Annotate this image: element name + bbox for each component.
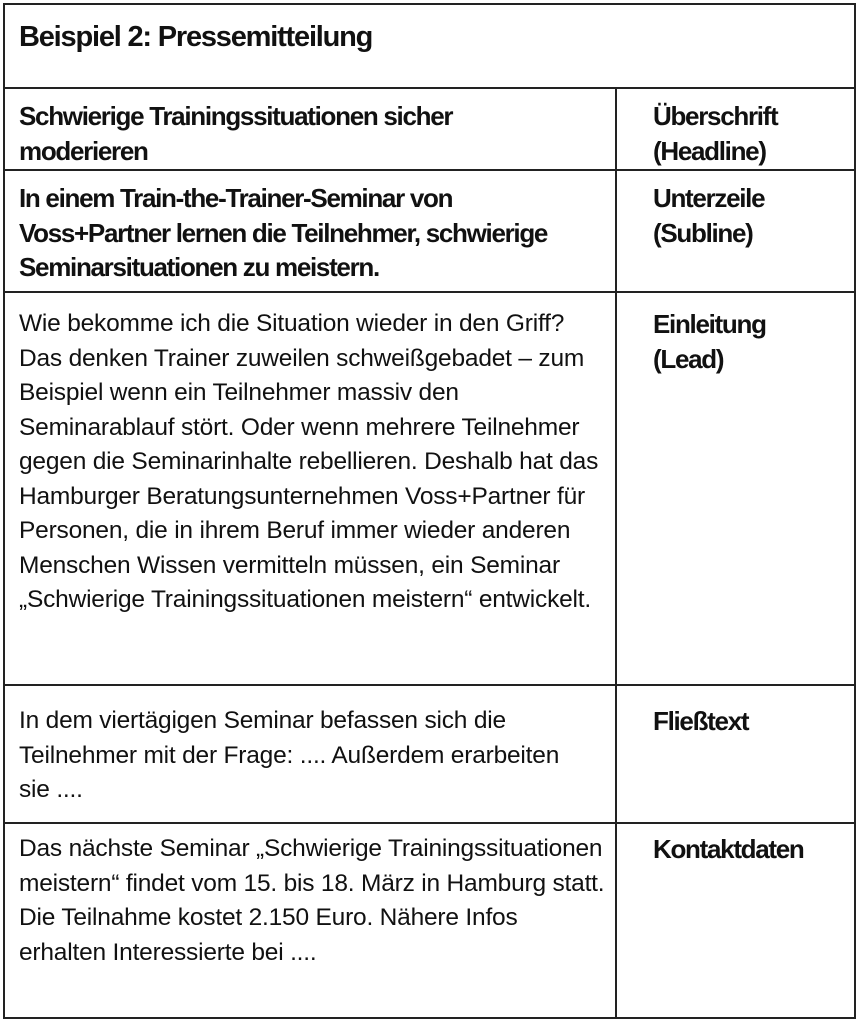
subline-example: In einem Train-the-Trainer-Seminar von Voss+Partner lernen die Teilnehmer, schwierige Seminarsituationen zu meistern.: [5, 171, 617, 291]
label-contact: Kontaktdaten: [653, 834, 804, 864]
label-subline: Unterzeile (Subline): [653, 183, 765, 248]
table-title-row: [5, 5, 854, 89]
label-headline: Überschrift (Headline): [653, 101, 778, 166]
table-row-body: [5, 686, 854, 824]
table-row-contact: [5, 824, 854, 1017]
contact-example: Das nächste Seminar „Schwierige Trainingssituationen meistern“ findet vom 15. bis 18. März in Hamburg statt. Die Teilnahme kostet 2.150 Euro. Nähere Infos erhalten Interessierte bei ....: [5, 824, 617, 1017]
table-row-lead: [5, 293, 854, 686]
press-release-table: [3, 3, 856, 1019]
table-row-subline: [5, 171, 854, 293]
headline-example: Schwierige Trainingssituationen sicher moderieren: [5, 89, 617, 169]
table-title: Beispiel 2: Pressemitteilung: [19, 21, 373, 53]
label-body: Fließtext: [653, 706, 749, 736]
label-lead: Einleitung (Lead): [653, 309, 766, 374]
body-example: In dem viertägigen Seminar befassen sich die Teilnehmer mit der Frage: .... Außerdem erarbeiten sie ....: [5, 686, 617, 822]
table-row-headline: [5, 89, 854, 171]
lead-example: Wie bekomme ich die Situation wieder in den Griff? Das denken Trainer zuweilen schweißgebadet – zum Beispiel wenn ein Teilnehmer massiv den Seminarablauf stört. Oder wenn mehrere Teilnehmer gegen die Seminarinhalte rebellieren. Deshalb hat das Hamburger Beratungsunternehmen Voss+Partner für Personen, die in ihrem Beruf immer wieder anderen Menschen Wissen vermitteln müssen, ein Seminar „Schwierige Trainingssituationen meistern“ entwickelt.: [5, 293, 617, 684]
